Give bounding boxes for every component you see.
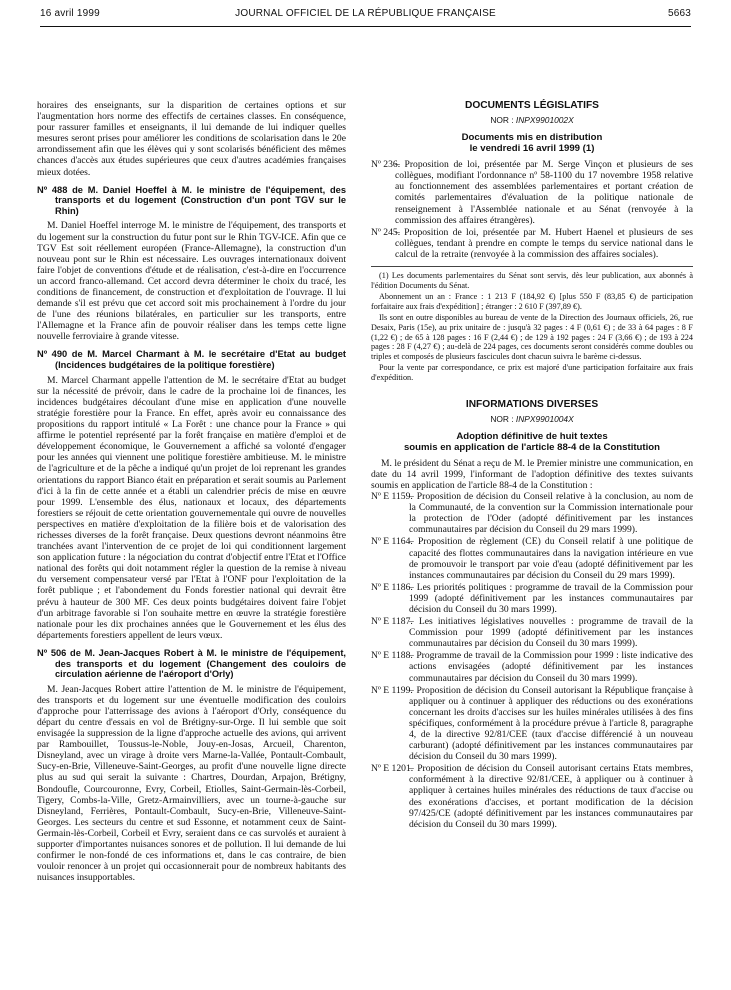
question-506-title: Nº 506 de M. Jean-Jacques Robert à M. le ministre de l'équipement, des transports et du logement (Changement des couloirs de circulation aérienne de l'aéroport d'Orly) [37, 647, 346, 680]
docs-subtitle [371, 132, 693, 154]
info-item-number: Nº E 1164. [371, 536, 413, 548]
header-rule [40, 26, 691, 27]
info-item-e1186 [371, 582, 693, 615]
doc-item-236 [371, 159, 693, 226]
info-item-text: – Proposition de décision du Conseil autorisant certains Etats membres, conformément à la directive 92/81/CEE, à appliquer ou à continuer à appliquer à certaines huiles minérales des réductions de taux d'accise ou des exonérations d'accises, et portant modification de la décision 97/425/CE (adopté définitivement par les instances communautaires par décision du Conseil du 30 mars 1999). [409, 763, 693, 830]
info-nor-code: INPX9901004X [515, 413, 574, 424]
info-item-text: – Les initiatives législatives nouvelles : programme de travail de la Commission pour 1999 (adopté définitivement par les instances communautaires par décision du Conseil du 30 mars 1999). [409, 616, 693, 650]
doc-item-text: – Proposition de loi, présentée par M. Serge Vinçon et plusieurs de ses collègues, modifiant l'ordonnance nº 58-1100 du 17 novembre 1958 relative au fonctionnement des assemblées parlementaires et portant création de comités parlementaires d'évaluation de la politique nationale de renseignement à l'Assemblée nationale et au Sénat (renvoyée à la commission des affaires étrangères). [395, 159, 693, 226]
info-item-number: Nº E 1159. [371, 491, 413, 503]
info-item-number: Nº E 1201. [371, 763, 414, 775]
info-subtitle-line-2: soumis en application de l'article 88-4 de la Constitution [403, 441, 661, 453]
docs-nor-label: NOR : [490, 115, 514, 126]
footnote: Pour la vente par correspondance, ce prix est majoré d'une participation forfaitaire aux frais d'expédition. [371, 363, 693, 382]
info-item-number: Nº E 1188. [371, 650, 413, 662]
info-item-e1159 [371, 491, 693, 535]
info-item-text: – Proposition de règlement (CE) du Conseil relatif à une politique de capacité des flottes communautaires dans la navigation intérieure en vue de promouvoir le transport par voie d'eau (adopté définitivement par les instances communautaires par décision du Conseil du 29 mars 1999). [409, 536, 693, 581]
info-item-number: Nº E 1187. [371, 616, 413, 628]
info-item-number: Nº E 1186. [371, 581, 413, 593]
info-section-title: INFORMATIONS DIVERSES [465, 398, 599, 410]
question-488-body: M. Daniel Hoeffel interroge M. le ministre de l'équipement, des transports et du logement sur la construction du futur pont sur le Rhin TGV-ICE. Afin que ce TGV Est soit réellement européen (France-Allemagne), la construction d'un nouveau pont sur le Rhin est nécessaire. Les ouvrages internationaux doivent faire l'objet de conventions d'étude et de réalisation, c'est-à-dire en l'occurrence un accord franco-allemand. Cet accord devra déterminer le choix du tracé, les conditions de financement, de construction et d'exploitation de l'ouvrage. Il lui demande s'il est prévu que cet accord soit mis prochainement à l'ordre du jour de l'une des réunions bilatérales, en particulier sur les transports, entre l'Allemagne et la France afin de pouvoir réaliser dans les temps cette ligne nouvelle ferroviaire à grande vitesse. [37, 220, 346, 343]
doc-item-text: – Proposition de loi, présentée par M. Hubert Haenel et plusieurs de ses collègues, tendant à prendre en compte le temps du service national dans le calcul de la retraite (renvoyée à la commission des affaires sociales). [395, 226, 693, 260]
question-490-body: M. Marcel Charmant appelle l'attention de M. le secrétaire d'Etat au budget sur la nécessité de prévoir, dans le cadre de la prochaine loi de finances, les incidences budgétaires découlant d'une mise en application d'une nouvelle stratégie forestière pour la France. En effet, après avoir eu connaissance des propositions du rapport intitulé « La Forêt : une chance pour la France » qui affirme le potentiel représenté par la forêt française en matière d'emploi et de développement économique, le Gouvernement a affiché sa volonté d'engager pour les années qui viennent une politique forestière ambitieuse. M. le ministre de l'agriculture et de la pêche a indiqué qu'un projet de loi reprenant les grandes orientations du rapport Bianco était en préparation et serait soumis au Parlement d'ici à la fin de cette année et a établi un calendrier précis de mise en œuvre pour 1999. L'ensemble des élus, nationaux et locaux, des départements forestiers se réjouit de cette orientation gouvernementale qui ouvre de nouvelles perspectives en matière d'exploitation de la filière bois et de valorisation des richesses diverses de la forêt française. Deux questions devront néanmoins être tranchées avant l'intervention de ce projet de loi qui conditionnent largement son application future : la négociation du contrat d'objectif entre l'Etat et l'Office national des forêts qui doit notamment régler la question de la remise à niveau du versement compensateur versé par l'Etat à l'ONF pour l'exploitation de la forêt publique ; et l'abondement du Fonds forestier national qui devrait être prévu à hauteur de 300 MF. Ces deux points budgétaires doivent faire l'objet d'un arbitrage favorable si l'on souhaite mettre en œuvre la stratégie forestière nationale pour les dix prochaines années que le Gouvernement et les élus des départements forestiers appellent de leurs vœux. [37, 374, 346, 641]
doc-item-number: Nº 236. [371, 159, 401, 171]
docs-nor [371, 115, 693, 126]
header-journal-title: JOURNAL OFFICIEL DE LA RÉPUBLIQUE FRANÇAISE [235, 8, 496, 19]
info-item-text: – Programme de travail de la Commission pour 1999 : liste indicative des actions envisagées (adopté définitivement par les instances communautaires par décision du Conseil du 30 mars 1999). [409, 650, 693, 684]
info-nor [371, 414, 693, 425]
info-item-e1188 [371, 650, 693, 683]
info-item-text: – Les priorités politiques : programme de travail de la Commission pour 1999 (adopté définitivement par les instances communautaires par décision du Conseil du 30 mars 1999). [409, 581, 693, 615]
docs-nor-code: INPX9901002X [515, 115, 574, 126]
header-page-number: 5663 [667, 8, 691, 19]
intro-paragraph: horaires des enseignants, sur la disparition de certaines options et sur l'augmentation hors norme des effectifs de certaines classes. En conséquence, pour rassurer familles et enseignants, il lui demande de lui indiquer quelles mesures seront prises pour améliorer les conditions de scolarisation dans le 20e arrondissement afin que les élèves qui y sont scolarisés bénéficient des mêmes chances d'accès aux études supérieures que ceux d'autres académies françaises mieux dotées. [37, 100, 346, 178]
question-490-title: Nº 490 de M. Marcel Charmant à M. le secrétaire d'Etat au budget (Incidences budgétaires de la politique forestière) [37, 349, 346, 371]
doc-item-number: Nº 245. [371, 226, 401, 238]
info-item-e1201 [371, 763, 693, 830]
info-nor-label: NOR : [490, 413, 514, 424]
docs-section-title: DOCUMENTS LÉGISLATIFS [465, 100, 599, 111]
docs-subtitle-line-1: Documents mis en distribution [461, 132, 603, 144]
doc-item-245 [371, 227, 693, 260]
info-item-number: Nº E 1199. [371, 684, 413, 696]
footnote: (1) Les documents parlementaires du Sénat sont servis, dès leur publication, aux abonnés à l'édition Documents du Sénat. [371, 271, 693, 290]
page-header [40, 8, 691, 26]
docs-subtitle-line-2: le vendredi 16 avril 1999 (1) [469, 143, 595, 155]
info-item-text: – Proposition de décision du Conseil autorisant la République française à appliquer ou à continuer à appliquer des réductions ou des exonérations concernant les droits d'accises sur les huiles minérales utilisées à des fins spécifiques, conformément à la procédure prévue à l'article 8, paragraphe 4, de la directive 92/81/CEE (taux d'accise différencié à un nouveau carburant) (adopté définitivement par les instances communautaires par décision du Conseil du 30 mars 1999). [409, 684, 693, 763]
info-item-e1199 [371, 685, 693, 763]
question-488-title: Nº 488 de M. Daniel Hoeffel à M. le ministre de l'équipement, des transports et du logement (Construction d'un pont TGV sur le Rhin) [37, 184, 346, 216]
info-subtitle-line-1: Adoption définitive de huit textes [456, 430, 608, 442]
question-506-body: M. Jean-Jacques Robert attire l'attention de M. le ministre de l'équipement, des transports et du logement sur une éventuelle modification des couloirs d'approche pour l'atterrissage des avions à l'aéroport d'Orly, conséquence du départ du centre d'essais en vol de Brétigny-sur-Orge. Il lui semble que soit envisagée la suppression de la ligne d'approche actuelle des avions, qui arrivent par Rambouillet, Toussus-le-Noble, Jouy-en-Josas, Arcueil, Charenton, Disneyland, avec un virage à droite vers Marne-la-Vallée, Pontault-Combault, Sucy-en-Brie, Villeneuve-Saint-Georges, au profit d'une nouvelle ligne directe plus au sud qui serait la suivante : Chartres, Dourdan, Arpajon, Brétigny, Bondoufle, Courcouronne, Evry, Corbeil, Etiolles, Saint-Germain-lès-Corbeil, Tigery, Combs-la-Ville, Gretz-Armainvilliers, avec un tourne-à-gauche sur Disneyland, Ferrières, Pontault-Combault, Sucy-en-Brie, Villeneuve-Saint-Georges. Les secteurs du centre et sud Essonne, et notamment ceux de Saint-Germain-lès-Corbeil, Corbeil et Evry, seraient dans ce cas survolés et auraient à supporter d'importantes nuisances sonores et de pollution. Il lui demande de lui confirmer le non-fondé de ces informations et, dans le cas contraire, de bien vouloir renoncer à un projet qui occasionnerait pour de nombreux habitants des nuisances insupportables. [37, 683, 346, 884]
info-item-e1187 [371, 616, 693, 649]
docs-footnotes [371, 266, 693, 383]
info-intro: M. le président du Sénat a reçu de M. le Premier ministre une communication, en date du 14 avril 1999, l'informant de l'adoption définitive des textes suivants soumis en application de l'article 88-4 de la Constitution : [371, 457, 693, 491]
info-item-e1164 [371, 536, 693, 580]
footnote: Abonnement un an : France : 1 213 F (184,92 €) [plus 550 F (83,85 €) de participation forfaitaire aux frais d'expédition] ; étranger : 2 610 F (397,89 €). [371, 292, 693, 311]
info-item-text: – Proposition de décision du Conseil relative à la conclusion, au nom de la Communauté, de la convention sur la Commission internationale pour la protection de l'Oder (adopté définitivement par les instances communautaires par décision du Conseil du 29 mars 1999). [409, 491, 693, 536]
header-date: 16 avril 1999 [40, 8, 100, 19]
left-column [37, 100, 346, 883]
footnote: Ils sont en outre disponibles au bureau de vente de la Direction des Journaux officiels, 26, rue Desaix, Paris (15e), au prix unitaire de : jusqu'à 32 pages : 4 F (0,61 €) ; de 33 à 64 pages : 8 F (1,22 €) ; de 65 à 128 pages : 16 F (2,44 €) ; de 129 à 192 pages : 24 F (3,66 €) ; de 193 à 224 pages : 28 F (4,27 €) ; au-delà de 224 pages, ces documents seront considérés comme doubles ou triples et composés de plusieurs fascicules dont chacun suivra le barème ci-dessus. [371, 313, 693, 361]
right-column [371, 100, 693, 831]
info-subtitle [371, 431, 693, 453]
